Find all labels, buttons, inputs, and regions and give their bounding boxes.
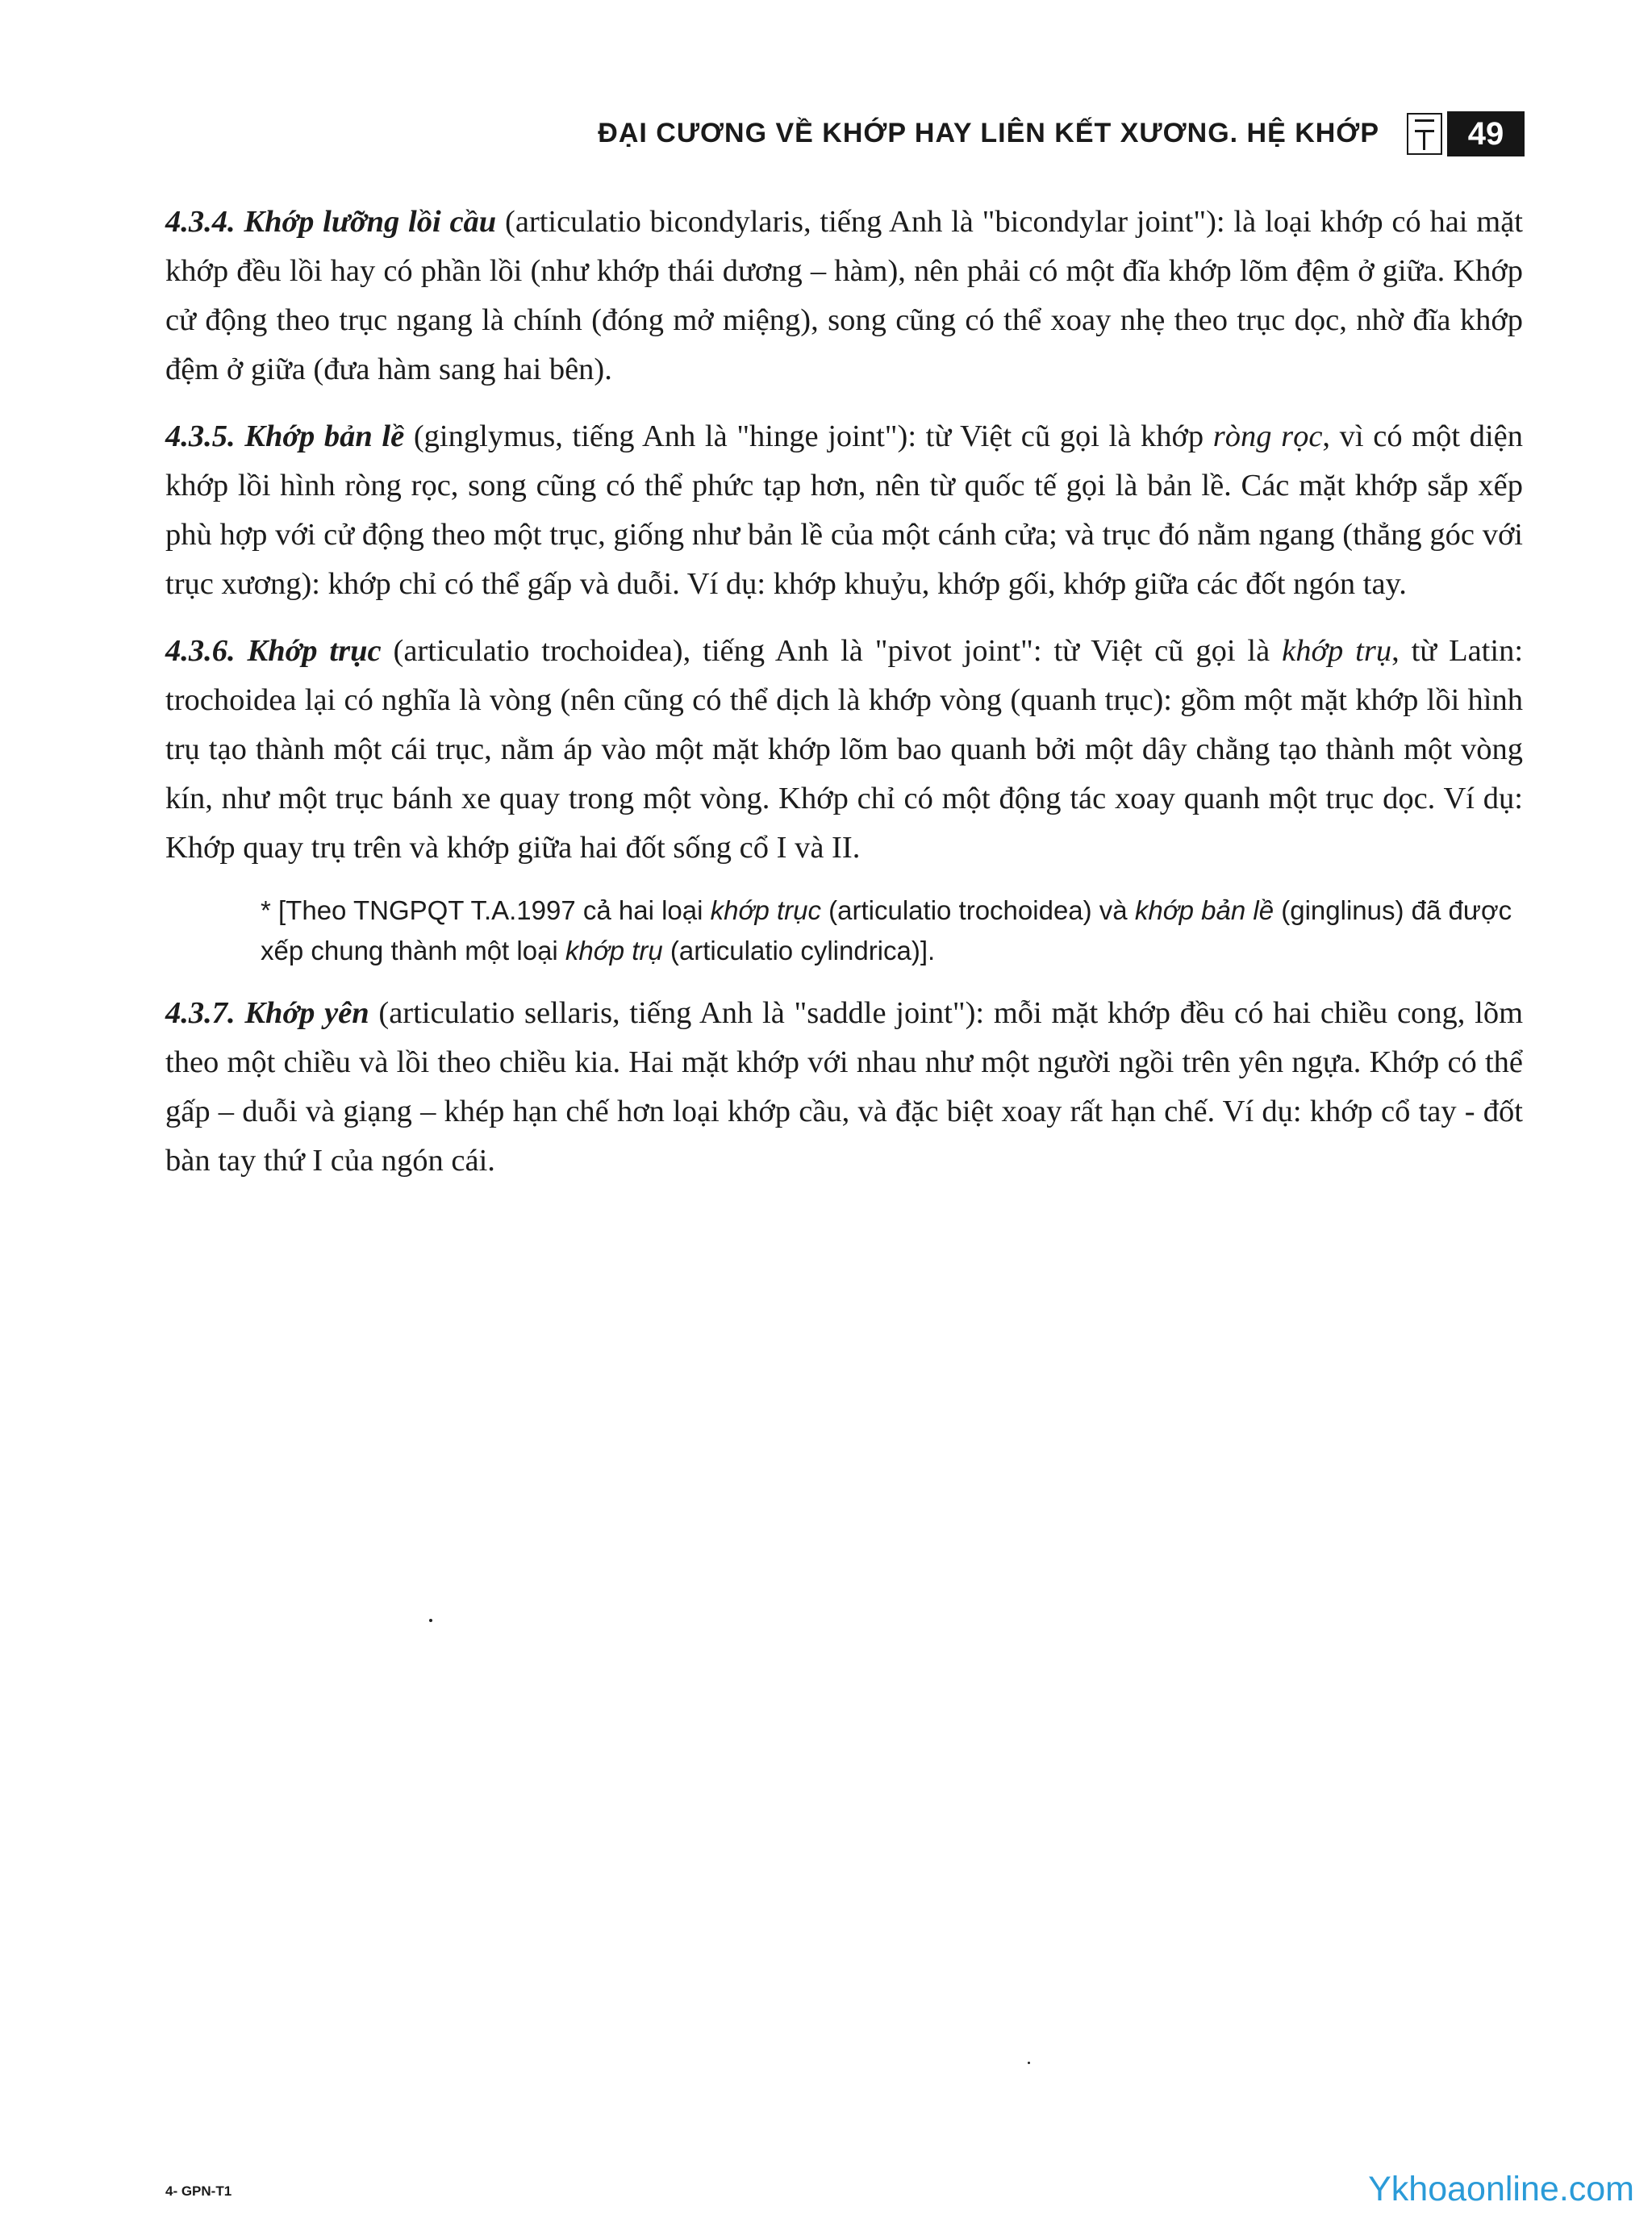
section-text: (articulatio sellaris, tiếng Anh là "saddle joint"): mỗi mặt khớp đều có hai chiều cong, lõm theo một chiều và lồi theo chiều kia. Hai mặt khớp với nhau như một người ngồi trên yên ngựa. Khớp có thể gấp – duỗi và giạng – khép hạn chế hơn loại khớp cầu, và đặc biệt xoay rất hạn chế. Ví dụ: khớp cổ tay - đốt bàn tay thứ I của ngón cái.: [165, 996, 1524, 1178]
footnote: [165, 890, 1523, 971]
section-term: Khớp lưỡng lồi cầu: [244, 205, 497, 239]
publisher-logo-icon: [1407, 113, 1442, 155]
note-text: (articulatio cylindrica)].: [662, 936, 936, 965]
section-4-3-6: [165, 627, 1523, 873]
italic-term: khớp trụ: [1282, 634, 1392, 668]
section-text: (ginglymus, tiếng Anh là "hinge joint"): từ Việt cũ gọi là khớp: [404, 419, 1213, 453]
note-text: (articulatio trochoidea) và: [820, 895, 1135, 925]
section-term: Khớp yên: [244, 996, 369, 1030]
scan-speck: [429, 1619, 432, 1622]
section-text: (articulatio trochoidea), tiếng Anh là "pivot joint": từ Việt cũ gọi là: [381, 634, 1283, 668]
section-text: (articulatio bicondylaris, tiếng Anh là "bicondylar joint"): là loại khớp có hai mặt khớp đều lồi hay có phần lồi (như khớp thái dương – hàm), nên phải có một đĩa khớp lõm đệm ở giữa. Khớp cử động theo trục ngang là chính (đóng mở miệng), song cũng có thể xoay nhẹ theo trục dọc, nhờ đĩa khớp đệm ở giữa (đưa hàm sang hai bên).: [165, 205, 1524, 386]
running-header: [565, 111, 1525, 158]
section-4-3-7: [165, 989, 1523, 1186]
section-number: 4.3.7.: [165, 996, 236, 1030]
section-text: , vì có một diện khớp lồi hình ròng rọc, song cũng có thể phức tạp hơn, nên từ quốc tế gọi là bản lề. Các mặt khớp sắp xếp phù hợp với cử động theo một trục, giống như bản lề của một cánh cửa; và trục đó nằm ngang (thẳng góc với trục xương): khớp chỉ có thể gấp và duỗi. Ví dụ: khớp khuỷu, khớp gối, khớp giữa các đốt ngón tay.: [165, 419, 1524, 601]
page-number: 49: [1447, 111, 1525, 156]
signature-mark: 4- GPN-T1: [165, 2183, 232, 2199]
note-text: (ginglinus) đã được xếp chung thành một loại: [261, 895, 1512, 965]
section-number: 4.3.5.: [165, 419, 236, 453]
note-italic: khớp trục: [710, 895, 821, 925]
page-body: [165, 198, 1523, 1203]
note-text: * [Theo TNGPQT T.A.1997 cả hai loại: [261, 895, 711, 925]
section-term: Khớp trục: [247, 634, 382, 668]
source-watermark: Ykhoaonline.com: [1368, 2170, 1634, 2208]
section-term: Khớp bản lề: [244, 419, 405, 453]
section-4-3-4: [165, 198, 1523, 394]
note-italic: khớp trụ: [565, 936, 663, 965]
header-title: ĐẠI CƯƠNG VỀ KHỚP HAY LIÊN KẾT XƯƠNG. HỆ KHỚP: [598, 118, 1379, 148]
section-number: 4.3.4.: [165, 205, 236, 239]
section-text: , từ Latin: trochoidea lại có nghĩa là vòng (nên cũng có thể dịch là khớp vòng (quanh trục): gồm một mặt khớp lồi hình trụ tạo thành một cái trục, nằm áp vào một mặt khớp lõm bao quanh bởi một dây chằng tạo thành một vòng kín, như một trục bánh xe quay trong một vòng. Khớp chỉ có một động tác xoay quanh một trục dọc. Ví dụ: Khớp quay trụ trên và khớp giữa hai đốt sống cổ I và II.: [165, 634, 1524, 865]
note-italic: khớp bản lề: [1134, 895, 1274, 925]
italic-term: ròng rọc: [1212, 419, 1323, 453]
section-number: 4.3.6.: [165, 634, 236, 668]
section-4-3-5: [165, 412, 1523, 609]
scan-speck: [1028, 2062, 1030, 2064]
